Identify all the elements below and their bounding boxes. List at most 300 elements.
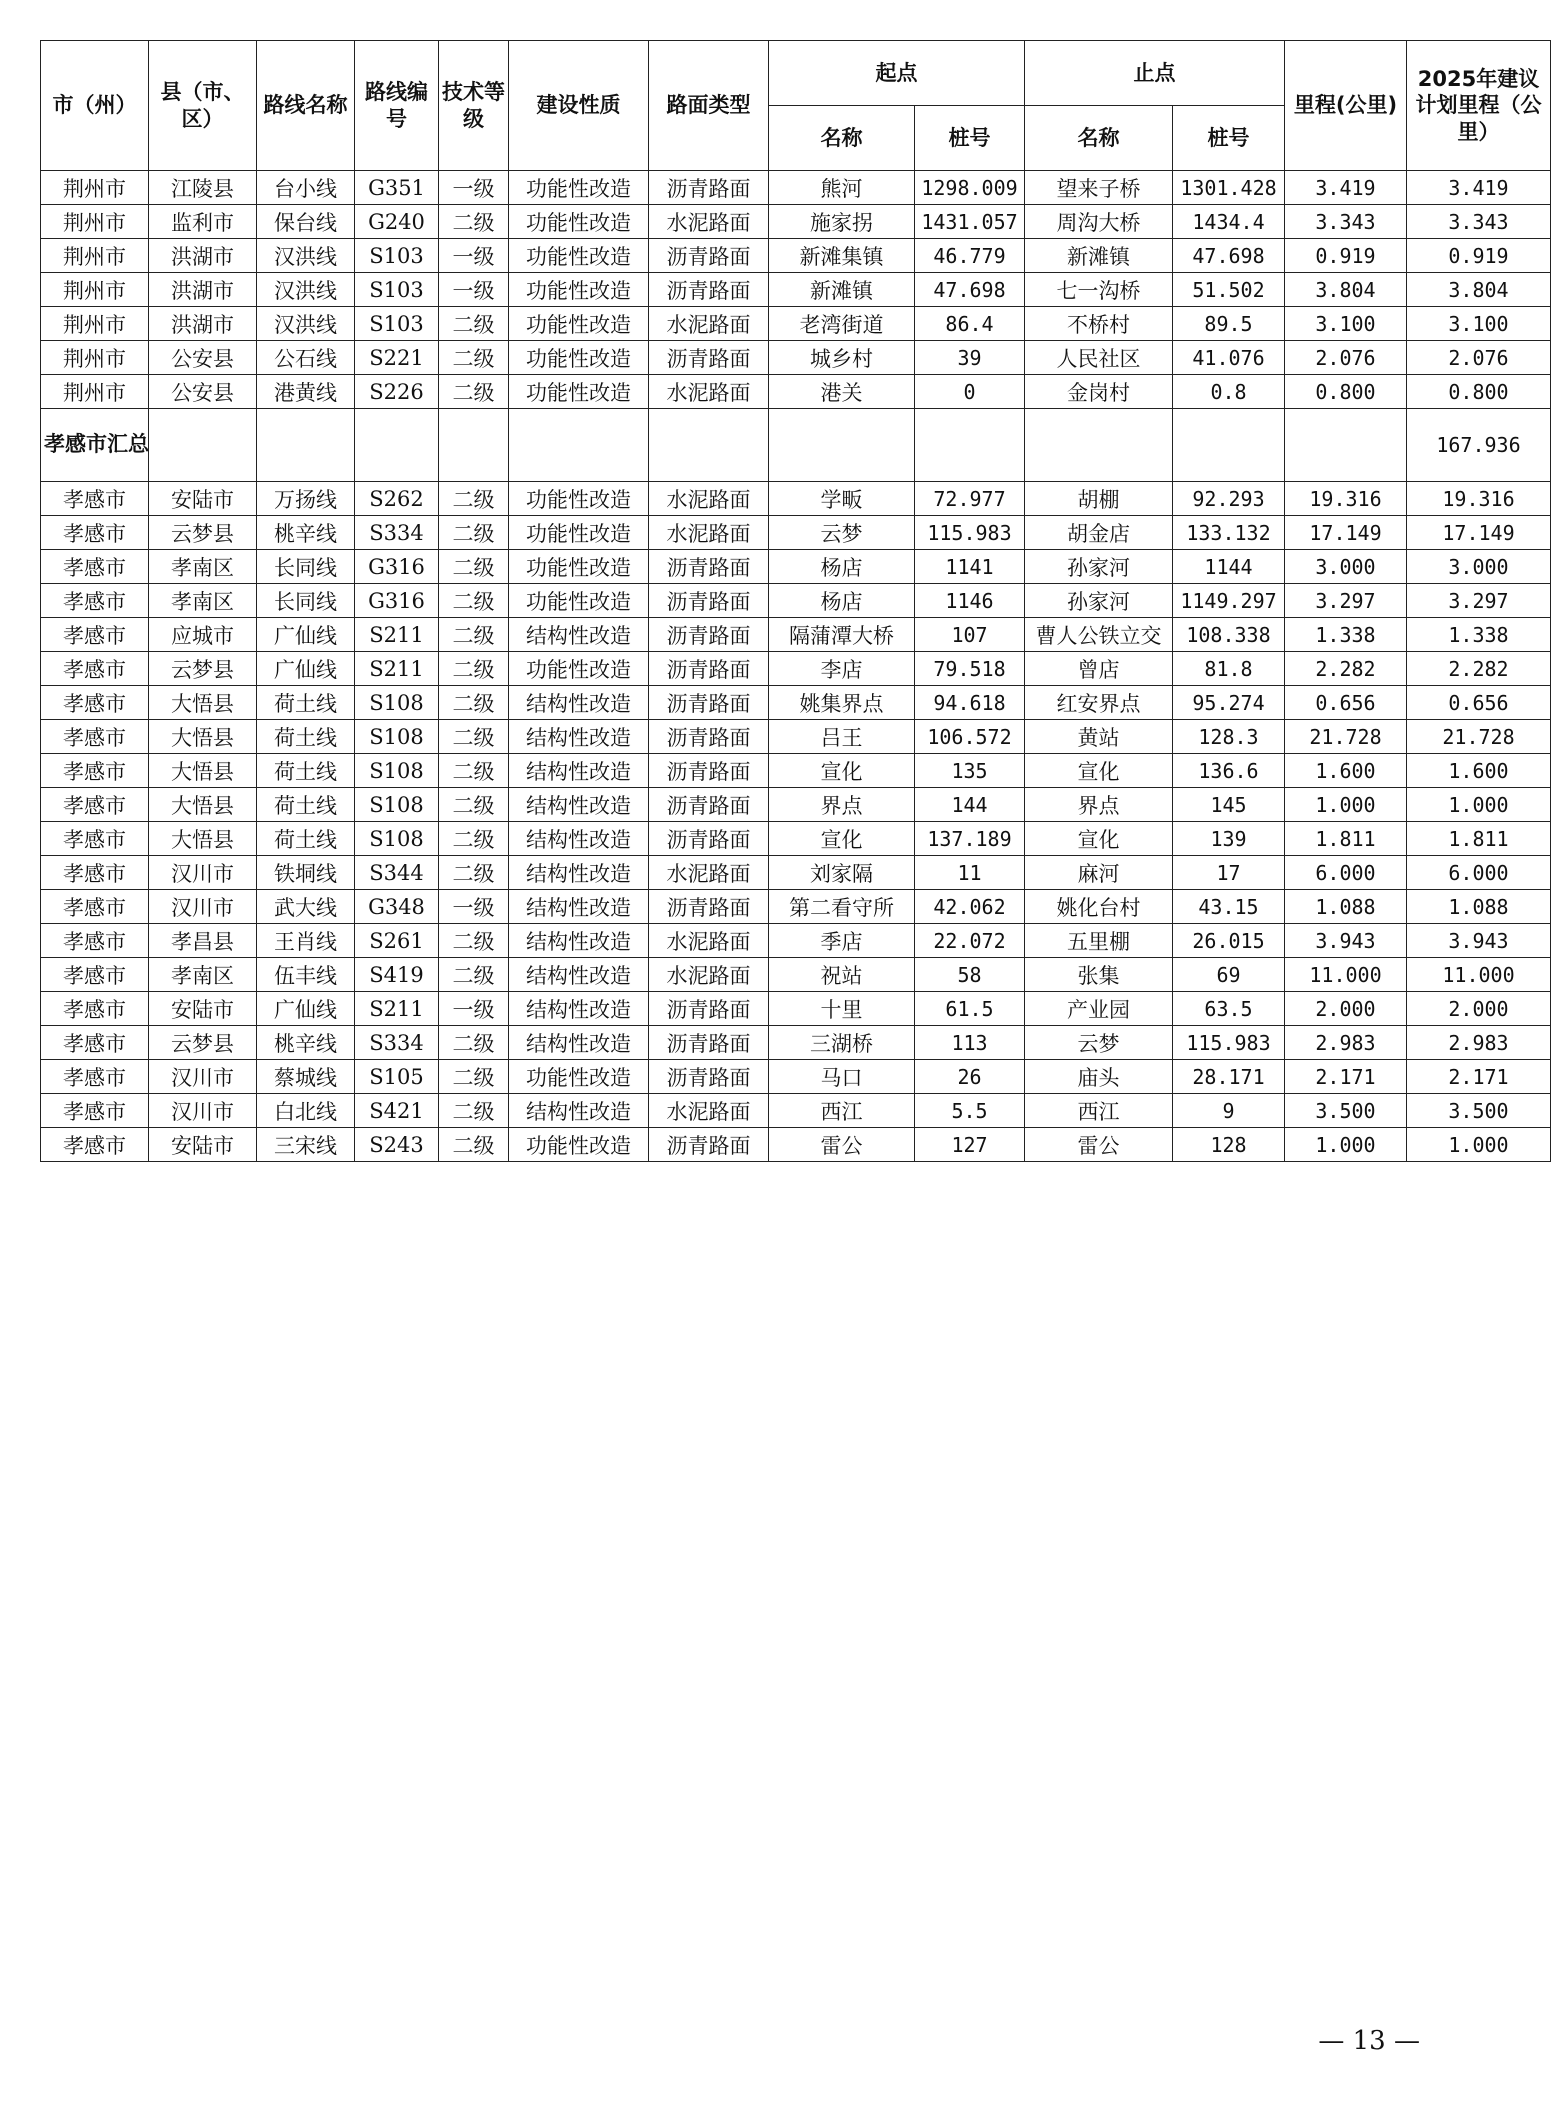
- cell-mileage: 3.500: [1285, 1094, 1407, 1128]
- cell-end-stake: 92.293: [1173, 482, 1285, 516]
- cell-tech-grade: 二级: [439, 686, 509, 720]
- table-row: [41, 550, 1551, 584]
- header-plan-2025: 2025年建议计划里程（公里）: [1407, 41, 1551, 171]
- cell-start-stake: 1146: [915, 584, 1025, 618]
- cell-start-stake: 115.983: [915, 516, 1025, 550]
- header-start: 起点: [769, 41, 1025, 106]
- cell-surface: 沥青路面: [649, 1060, 769, 1094]
- cell-route-no: S103: [355, 273, 439, 307]
- cell-start-stake: 0: [915, 375, 1025, 409]
- cell-mileage: 1.000: [1285, 1128, 1407, 1162]
- cell-start-stake: 113: [915, 1026, 1025, 1060]
- cell-plan-2025: 1.000: [1407, 788, 1551, 822]
- cell-county: 洪湖市: [149, 273, 257, 307]
- cell-tech-grade: 一级: [439, 992, 509, 1026]
- cell-route-name: 台小线: [257, 171, 355, 205]
- cell-route-no: S243: [355, 1128, 439, 1162]
- cell-end-name: 胡棚: [1025, 482, 1173, 516]
- cell-tech-grade: 一级: [439, 239, 509, 273]
- cell-nature: 结构性改造: [509, 890, 649, 924]
- cell-nature: 功能性改造: [509, 550, 649, 584]
- cell-tech-grade: 二级: [439, 618, 509, 652]
- summary-empty-cell: [649, 409, 769, 482]
- cell-route-no: S211: [355, 992, 439, 1026]
- cell-route-name: 港黄线: [257, 375, 355, 409]
- cell-start-stake: 58: [915, 958, 1025, 992]
- cell-tech-grade: 二级: [439, 482, 509, 516]
- cell-plan-2025: 1.600: [1407, 754, 1551, 788]
- cell-end-name: 宣化: [1025, 822, 1173, 856]
- cell-end-name: 庙头: [1025, 1060, 1173, 1094]
- cell-route-name: 广仙线: [257, 652, 355, 686]
- cell-end-stake: 9: [1173, 1094, 1285, 1128]
- cell-mileage: 17.149: [1285, 516, 1407, 550]
- cell-county: 安陆市: [149, 1128, 257, 1162]
- table-row: [41, 958, 1551, 992]
- cell-route-no: S261: [355, 924, 439, 958]
- cell-end-name: 红安界点: [1025, 686, 1173, 720]
- cell-start-stake: 42.062: [915, 890, 1025, 924]
- table-row: [41, 890, 1551, 924]
- cell-surface: 水泥路面: [649, 958, 769, 992]
- cell-county: 云梦县: [149, 1026, 257, 1060]
- cell-tech-grade: 二级: [439, 375, 509, 409]
- cell-start-stake: 72.977: [915, 482, 1025, 516]
- cell-start-name: 界点: [769, 788, 915, 822]
- cell-tech-grade: 二级: [439, 341, 509, 375]
- cell-city: 荆州市: [41, 239, 149, 273]
- cell-nature: 功能性改造: [509, 482, 649, 516]
- cell-start-name: 马口: [769, 1060, 915, 1094]
- cell-route-name: 荷土线: [257, 788, 355, 822]
- cell-end-name: 云梦: [1025, 1026, 1173, 1060]
- cell-end-stake: 47.698: [1173, 239, 1285, 273]
- cell-end-name: 麻河: [1025, 856, 1173, 890]
- cell-county: 汉川市: [149, 1094, 257, 1128]
- cell-route-name: 荷土线: [257, 822, 355, 856]
- cell-surface: 水泥路面: [649, 482, 769, 516]
- cell-start-stake: 94.618: [915, 686, 1025, 720]
- cell-end-stake: 1301.428: [1173, 171, 1285, 205]
- cell-city: 孝感市: [41, 1128, 149, 1162]
- summary-empty-cell: [439, 409, 509, 482]
- cell-plan-2025: 2.000: [1407, 992, 1551, 1026]
- cell-nature: 结构性改造: [509, 958, 649, 992]
- cell-county: 安陆市: [149, 992, 257, 1026]
- cell-nature: 结构性改造: [509, 618, 649, 652]
- cell-end-stake: 139: [1173, 822, 1285, 856]
- table-row: [41, 618, 1551, 652]
- cell-city: 孝感市: [41, 1094, 149, 1128]
- cell-route-no: S344: [355, 856, 439, 890]
- cell-end-stake: 95.274: [1173, 686, 1285, 720]
- cell-start-name: 宣化: [769, 822, 915, 856]
- summary-empty-cell: [769, 409, 915, 482]
- cell-mileage: 3.000: [1285, 550, 1407, 584]
- cell-county: 大悟县: [149, 788, 257, 822]
- cell-end-stake: 43.15: [1173, 890, 1285, 924]
- cell-end-stake: 108.338: [1173, 618, 1285, 652]
- cell-mileage: 11.000: [1285, 958, 1407, 992]
- cell-route-no: S421: [355, 1094, 439, 1128]
- cell-mileage: 2.282: [1285, 652, 1407, 686]
- cell-end-name: 周沟大桥: [1025, 205, 1173, 239]
- cell-end-stake: 133.132: [1173, 516, 1285, 550]
- cell-county: 洪湖市: [149, 239, 257, 273]
- cell-end-name: 五里棚: [1025, 924, 1173, 958]
- cell-nature: 结构性改造: [509, 754, 649, 788]
- cell-city: 孝感市: [41, 584, 149, 618]
- cell-end-stake: 145: [1173, 788, 1285, 822]
- cell-surface: 沥青路面: [649, 584, 769, 618]
- cell-start-name: 城乡村: [769, 341, 915, 375]
- cell-county: 云梦县: [149, 652, 257, 686]
- cell-surface: 沥青路面: [649, 822, 769, 856]
- cell-route-name: 汉洪线: [257, 239, 355, 273]
- table-body-xiaogan: [41, 482, 1551, 1162]
- cell-start-name: 学畈: [769, 482, 915, 516]
- header-nature: 建设性质: [509, 41, 649, 171]
- cell-plan-2025: 1.811: [1407, 822, 1551, 856]
- cell-end-name: 人民社区: [1025, 341, 1173, 375]
- cell-start-stake: 5.5: [915, 1094, 1025, 1128]
- cell-end-stake: 81.8: [1173, 652, 1285, 686]
- cell-plan-2025: 1.088: [1407, 890, 1551, 924]
- cell-plan-2025: 3.419: [1407, 171, 1551, 205]
- cell-route-no: S105: [355, 1060, 439, 1094]
- cell-surface: 沥青路面: [649, 341, 769, 375]
- cell-surface: 沥青路面: [649, 171, 769, 205]
- cell-end-name: 七一沟桥: [1025, 273, 1173, 307]
- header-mileage: 里程(公里): [1285, 41, 1407, 171]
- cell-city: 孝感市: [41, 652, 149, 686]
- cell-end-stake: 115.983: [1173, 1026, 1285, 1060]
- cell-route-no: S211: [355, 652, 439, 686]
- header-end: 止点: [1025, 41, 1285, 106]
- cell-plan-2025: 3.943: [1407, 924, 1551, 958]
- cell-city: 孝感市: [41, 958, 149, 992]
- cell-start-name: 隔蒲潭大桥: [769, 618, 915, 652]
- cell-tech-grade: 二级: [439, 1094, 509, 1128]
- cell-route-no: S334: [355, 1026, 439, 1060]
- cell-surface: 沥青路面: [649, 754, 769, 788]
- road-plan-table: [40, 40, 1551, 1162]
- cell-plan-2025: 2.282: [1407, 652, 1551, 686]
- cell-tech-grade: 二级: [439, 924, 509, 958]
- cell-tech-grade: 一级: [439, 171, 509, 205]
- table-row: [41, 307, 1551, 341]
- cell-route-no: S262: [355, 482, 439, 516]
- cell-city: 孝感市: [41, 924, 149, 958]
- cell-tech-grade: 二级: [439, 307, 509, 341]
- cell-start-name: 吕王: [769, 720, 915, 754]
- cell-start-stake: 26: [915, 1060, 1025, 1094]
- document-page: [40, 40, 1542, 1162]
- cell-mileage: 0.800: [1285, 375, 1407, 409]
- cell-nature: 功能性改造: [509, 307, 649, 341]
- cell-city: 孝感市: [41, 890, 149, 924]
- cell-nature: 结构性改造: [509, 856, 649, 890]
- cell-end-name: 黄站: [1025, 720, 1173, 754]
- table-row: [41, 273, 1551, 307]
- summary-label: 孝感市汇总: [41, 409, 149, 482]
- cell-nature: 功能性改造: [509, 171, 649, 205]
- cell-plan-2025: 0.919: [1407, 239, 1551, 273]
- cell-nature: 结构性改造: [509, 686, 649, 720]
- cell-surface: 沥青路面: [649, 890, 769, 924]
- cell-start-name: 西江: [769, 1094, 915, 1128]
- cell-mileage: 3.943: [1285, 924, 1407, 958]
- cell-route-name: 荷土线: [257, 720, 355, 754]
- cell-surface: 沥青路面: [649, 1128, 769, 1162]
- cell-mileage: 0.919: [1285, 239, 1407, 273]
- cell-city: 荆州市: [41, 205, 149, 239]
- cell-start-stake: 1141: [915, 550, 1025, 584]
- cell-plan-2025: 3.297: [1407, 584, 1551, 618]
- cell-county: 大悟县: [149, 720, 257, 754]
- cell-tech-grade: 二级: [439, 856, 509, 890]
- cell-end-name: 金岗村: [1025, 375, 1173, 409]
- header-surface: 路面类型: [649, 41, 769, 171]
- cell-mileage: 0.656: [1285, 686, 1407, 720]
- cell-city: 荆州市: [41, 273, 149, 307]
- cell-surface: 沥青路面: [649, 550, 769, 584]
- cell-surface: 水泥路面: [649, 375, 769, 409]
- header-city: 市（州）: [41, 41, 149, 171]
- header-end-stake: 桩号: [1173, 106, 1285, 171]
- cell-route-name: 武大线: [257, 890, 355, 924]
- cell-start-stake: 22.072: [915, 924, 1025, 958]
- cell-mileage: 2.000: [1285, 992, 1407, 1026]
- cell-start-stake: 79.518: [915, 652, 1025, 686]
- cell-county: 监利市: [149, 205, 257, 239]
- cell-route-name: 三宋线: [257, 1128, 355, 1162]
- cell-tech-grade: 二级: [439, 720, 509, 754]
- cell-end-stake: 69: [1173, 958, 1285, 992]
- cell-route-no: S108: [355, 822, 439, 856]
- cell-end-name: 界点: [1025, 788, 1173, 822]
- cell-start-name: 雷公: [769, 1128, 915, 1162]
- cell-county: 汉川市: [149, 890, 257, 924]
- cell-plan-2025: 1.000: [1407, 1128, 1551, 1162]
- cell-start-name: 云梦: [769, 516, 915, 550]
- cell-plan-2025: 3.804: [1407, 273, 1551, 307]
- cell-surface: 水泥路面: [649, 516, 769, 550]
- cell-mileage: 3.100: [1285, 307, 1407, 341]
- cell-county: 大悟县: [149, 822, 257, 856]
- cell-tech-grade: 二级: [439, 550, 509, 584]
- cell-county: 孝南区: [149, 584, 257, 618]
- cell-mileage: 6.000: [1285, 856, 1407, 890]
- table-row: [41, 924, 1551, 958]
- cell-end-stake: 28.171: [1173, 1060, 1285, 1094]
- table-row: [41, 1060, 1551, 1094]
- table-row: [41, 822, 1551, 856]
- table-row: [41, 686, 1551, 720]
- cell-nature: 功能性改造: [509, 584, 649, 618]
- table-row: [41, 856, 1551, 890]
- cell-end-stake: 1434.4: [1173, 205, 1285, 239]
- cell-surface: 沥青路面: [649, 273, 769, 307]
- cell-mileage: 1.811: [1285, 822, 1407, 856]
- cell-county: 云梦县: [149, 516, 257, 550]
- table-row: [41, 516, 1551, 550]
- cell-city: 孝感市: [41, 822, 149, 856]
- cell-route-name: 荷土线: [257, 754, 355, 788]
- cell-city: 孝感市: [41, 1026, 149, 1060]
- cell-city: 孝感市: [41, 618, 149, 652]
- table-row: [41, 1026, 1551, 1060]
- cell-start-name: 祝站: [769, 958, 915, 992]
- cell-route-name: 保台线: [257, 205, 355, 239]
- cell-start-stake: 137.189: [915, 822, 1025, 856]
- cell-route-no: S211: [355, 618, 439, 652]
- cell-route-name: 汉洪线: [257, 307, 355, 341]
- header-start-name: 名称: [769, 106, 915, 171]
- cell-start-stake: 86.4: [915, 307, 1025, 341]
- cell-end-name: 孙家河: [1025, 550, 1173, 584]
- cell-tech-grade: 二级: [439, 754, 509, 788]
- cell-nature: 功能性改造: [509, 205, 649, 239]
- cell-surface: 水泥路面: [649, 924, 769, 958]
- cell-city: 孝感市: [41, 856, 149, 890]
- summary-body: [41, 409, 1551, 482]
- cell-route-no: S221: [355, 341, 439, 375]
- cell-nature: 功能性改造: [509, 273, 649, 307]
- cell-city: 孝感市: [41, 754, 149, 788]
- cell-tech-grade: 一级: [439, 890, 509, 924]
- cell-county: 应城市: [149, 618, 257, 652]
- cell-city: 荆州市: [41, 341, 149, 375]
- cell-start-stake: 144: [915, 788, 1025, 822]
- cell-start-stake: 135: [915, 754, 1025, 788]
- cell-route-name: 广仙线: [257, 618, 355, 652]
- cell-end-name: 新滩镇: [1025, 239, 1173, 273]
- table-row: [41, 482, 1551, 516]
- cell-surface: 水泥路面: [649, 1094, 769, 1128]
- table-row: [41, 652, 1551, 686]
- header-start-stake: 桩号: [915, 106, 1025, 171]
- cell-end-stake: 26.015: [1173, 924, 1285, 958]
- summary-row: [41, 409, 1551, 482]
- cell-mileage: 1.000: [1285, 788, 1407, 822]
- cell-end-name: 西江: [1025, 1094, 1173, 1128]
- cell-end-name: 曹人公铁立交: [1025, 618, 1173, 652]
- cell-end-stake: 1149.297: [1173, 584, 1285, 618]
- cell-mileage: 2.171: [1285, 1060, 1407, 1094]
- summary-empty-cell: [1285, 409, 1407, 482]
- cell-route-no: S108: [355, 754, 439, 788]
- cell-county: 安陆市: [149, 482, 257, 516]
- cell-surface: 沥青路面: [649, 1026, 769, 1060]
- cell-start-name: 刘家隔: [769, 856, 915, 890]
- cell-plan-2025: 2.076: [1407, 341, 1551, 375]
- cell-start-stake: 47.698: [915, 273, 1025, 307]
- cell-route-no: G348: [355, 890, 439, 924]
- cell-start-name: 新滩集镇: [769, 239, 915, 273]
- cell-tech-grade: 二级: [439, 958, 509, 992]
- cell-city: 孝感市: [41, 720, 149, 754]
- cell-plan-2025: 3.000: [1407, 550, 1551, 584]
- cell-county: 公安县: [149, 341, 257, 375]
- cell-start-name: 季店: [769, 924, 915, 958]
- summary-empty-cell: [257, 409, 355, 482]
- cell-end-stake: 89.5: [1173, 307, 1285, 341]
- cell-start-name: 杨店: [769, 584, 915, 618]
- cell-plan-2025: 1.338: [1407, 618, 1551, 652]
- cell-start-name: 姚集界点: [769, 686, 915, 720]
- cell-end-name: 不桥村: [1025, 307, 1173, 341]
- cell-start-stake: 46.779: [915, 239, 1025, 273]
- cell-city: 荆州市: [41, 307, 149, 341]
- cell-route-name: 蔡城线: [257, 1060, 355, 1094]
- cell-start-name: 杨店: [769, 550, 915, 584]
- cell-surface: 沥青路面: [649, 618, 769, 652]
- cell-start-stake: 106.572: [915, 720, 1025, 754]
- cell-city: 孝感市: [41, 516, 149, 550]
- cell-start-stake: 1431.057: [915, 205, 1025, 239]
- cell-route-no: G351: [355, 171, 439, 205]
- cell-nature: 功能性改造: [509, 375, 649, 409]
- cell-end-name: 雷公: [1025, 1128, 1173, 1162]
- table-row: [41, 205, 1551, 239]
- cell-start-name: 新滩镇: [769, 273, 915, 307]
- table-row: [41, 1094, 1551, 1128]
- cell-route-no: G316: [355, 550, 439, 584]
- cell-start-name: 施家拐: [769, 205, 915, 239]
- cell-start-name: 熊河: [769, 171, 915, 205]
- cell-route-no: S103: [355, 307, 439, 341]
- cell-route-no: S108: [355, 788, 439, 822]
- page-number: — 13 —: [1318, 2026, 1420, 2056]
- cell-surface: 沥青路面: [649, 992, 769, 1026]
- cell-county: 大悟县: [149, 686, 257, 720]
- cell-county: 孝昌县: [149, 924, 257, 958]
- cell-tech-grade: 一级: [439, 273, 509, 307]
- cell-plan-2025: 0.800: [1407, 375, 1551, 409]
- cell-route-no: G240: [355, 205, 439, 239]
- table-row: [41, 375, 1551, 409]
- cell-county: 洪湖市: [149, 307, 257, 341]
- cell-tech-grade: 二级: [439, 1060, 509, 1094]
- table-body-jingzhou: [41, 171, 1551, 409]
- cell-start-stake: 39: [915, 341, 1025, 375]
- cell-tech-grade: 二级: [439, 1026, 509, 1060]
- summary-empty-cell: [1025, 409, 1173, 482]
- cell-county: 江陵县: [149, 171, 257, 205]
- cell-end-stake: 63.5: [1173, 992, 1285, 1026]
- cell-nature: 功能性改造: [509, 516, 649, 550]
- cell-start-name: 宣化: [769, 754, 915, 788]
- cell-nature: 功能性改造: [509, 1128, 649, 1162]
- table-row: [41, 1128, 1551, 1162]
- cell-start-stake: 127: [915, 1128, 1025, 1162]
- header-route-no: 路线编号: [355, 41, 439, 171]
- table-row: [41, 788, 1551, 822]
- cell-route-no: S226: [355, 375, 439, 409]
- cell-end-stake: 41.076: [1173, 341, 1285, 375]
- cell-tech-grade: 二级: [439, 516, 509, 550]
- table-row: [41, 754, 1551, 788]
- cell-surface: 沥青路面: [649, 652, 769, 686]
- cell-end-name: 张集: [1025, 958, 1173, 992]
- cell-start-name: 第二看守所: [769, 890, 915, 924]
- cell-end-stake: 0.8: [1173, 375, 1285, 409]
- cell-mileage: 3.343: [1285, 205, 1407, 239]
- header-tech-grade: 技术等级: [439, 41, 509, 171]
- cell-end-name: 胡金店: [1025, 516, 1173, 550]
- cell-tech-grade: 二级: [439, 822, 509, 856]
